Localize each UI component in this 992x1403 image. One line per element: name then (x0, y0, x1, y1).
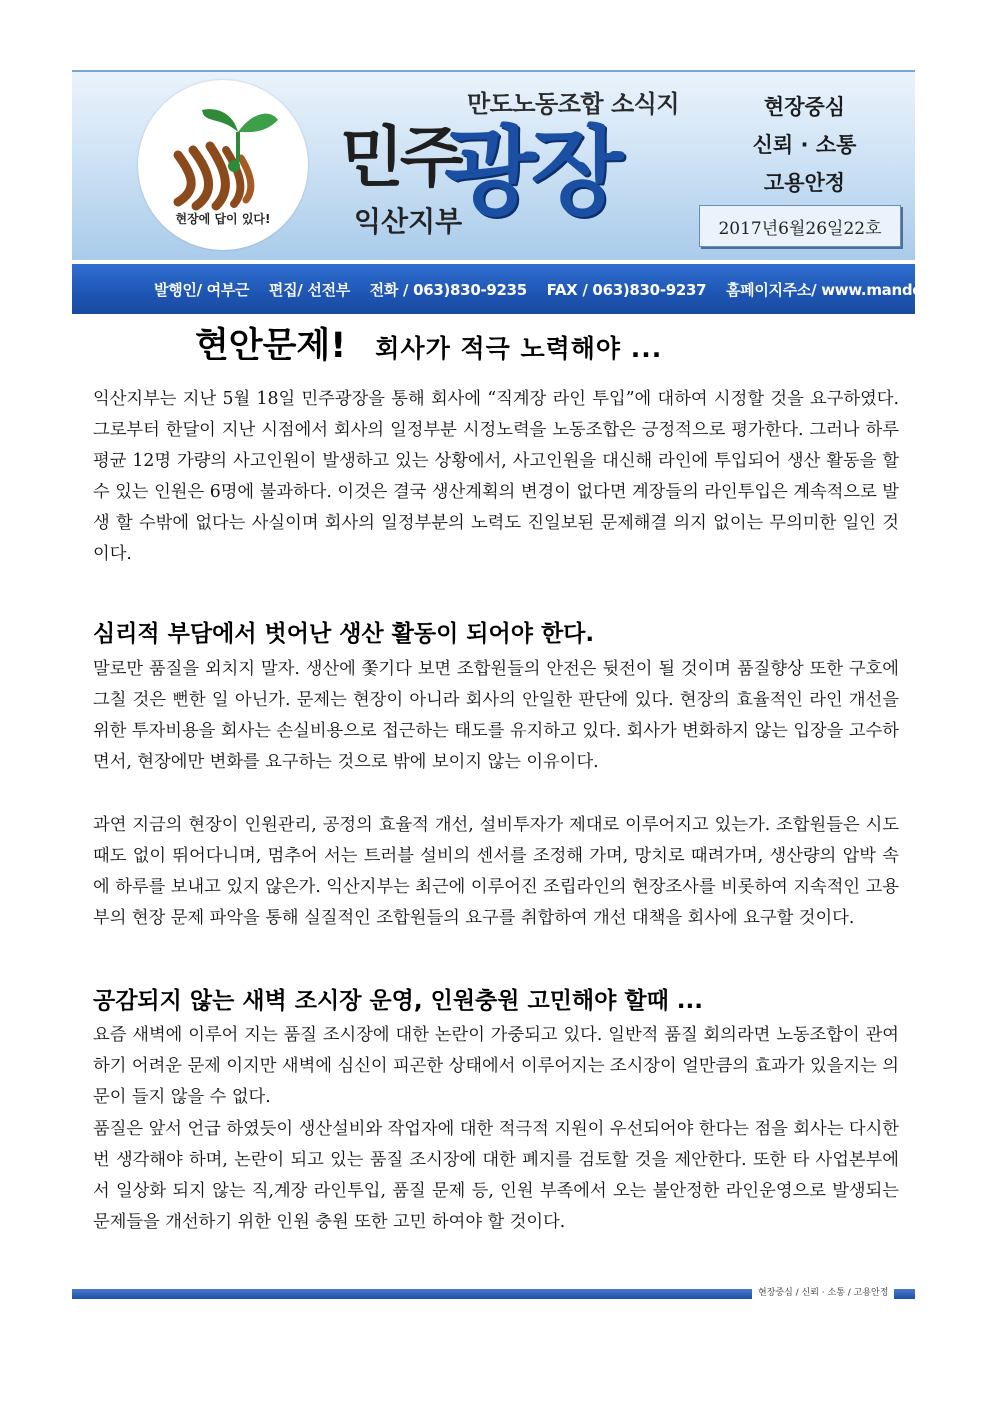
publication-title-part1: 민주 (340, 119, 460, 196)
headline-sub: 회사가 적극 노력해야 ... (375, 334, 663, 363)
section1-paragraph-2: 과연 지금의 현장이 인원관리, 공정의 효율적 개선, 설비투자가 제대로 이루어지고 있는가. 조합원들은 시도 때도 없이 뛰어다니며, 멈추어 서는 트러블 설비의 센서를 조정해 가며, 망치로 때려가며, 생산량의 압박 속에 하루를 보내고 있지 않은가. 익산지부는 최근에 이루어진 조립라인의 현장조사를 비롯하여 지속적인 고용부의 현장 문제 파악을 통해 실질적인 조합원들의 요구를 취합하여 개선 대책을 회사에 요구할 것이다. (93, 815, 899, 929)
masthead (72, 70, 915, 260)
headline (195, 318, 662, 368)
contact-bar: 발행인/ 여부근 편집/ 선전부 전화 / 063)830-9235 FAX / 063)830-9237 홈페이지주소/ www.mandond.co.kr (72, 264, 915, 314)
motto-line-1: 현장중심 (763, 95, 846, 119)
branch-name: 익산지부 (354, 205, 463, 238)
section2-paragraph-1: 요즘 새벽에 이루어 지는 품질 조시장에 대한 논란이 가중되고 있다. 일반적 품질 회의라면 노동조합이 관여하기 어려운 문제 이지만 새벽에 심신이 피곤한 상태에서 이루어지는 조시장이 얼만큼의 효과가 있을지는 의문이 들지 않을 수 없다. (93, 1025, 899, 1108)
intro-paragraph: 익산지부는 지난 5월 18일 민주광장을 통해 회사에 “직계장 라인 투입”에 대하여 시정할 것을 요구하였다. 그로부터 한달이 지난 시점에서 회사의 일정부분 시정노력을 노동조합은 긍정적으로 평가한다. 그러나 하루 평균 12명 가량의 사고인원이 발생하고 있는 상황에서, 사고인원을 대신해 라인에 투입되어 생산 활동을 할 수 있는 인원은 6명에 불과하다. 이것은 결국 생산계획의 변경이 없다면 계장들의 라인투입은 계속적으로 발생 할 수밖에 없다는 사실이며 회사의 일정부분의 노력도 진일보된 문제해결 의지 없이는 무의미한 일인 것이다. (93, 389, 899, 565)
section2-paragraph-2: 품질은 앞서 언급 하였듯이 생산설비와 작업자에 대한 적극적 지원이 우선되어야 한다는 점을 회사는 다시한번 생각해야 하며, 논란이 되고 있는 품질 조시장에 대한 폐지를 검토할 것을 제안한다. 또한 타 사업본부에서 일상화 되지 않는 직,계장 라인투입, 품질 문제 등, 인원 부족에서 오는 불안정한 라인운영으로 발생되는 문제들을 개선하기 위한 인원 충원 또한 고민 하여야 할 것이다. (93, 1119, 899, 1233)
motto-line-3: 고용안정 (763, 171, 846, 195)
motto (732, 88, 877, 202)
section-heading-2: 공감되지 않는 새벽 조시장 운영, 인원충원 고민해야 할때 ... (93, 988, 704, 1014)
motto-line-2: 신뢰 · 소통 (752, 133, 857, 157)
section-heading-1: 심리적 부담에서 벗어난 생산 활동이 되어야 한다. (93, 621, 595, 647)
union-name: 만도노동조합 소식지 (467, 90, 680, 118)
issue-date: 2017년6월26일22호 (699, 205, 901, 247)
union-logo (138, 80, 308, 250)
logo-tagline: 현장에 답이 있다! (175, 212, 271, 226)
publication-title-part2: 광장 (444, 116, 618, 228)
headline-main: 현안문제! (195, 326, 347, 366)
footer-tag: 현장중심 / 신뢰 · 소통 / 고용안정 (752, 1284, 894, 1299)
section1-paragraph-1: 말로만 품질을 외치지 말자. 생산에 쫓기다 보면 조합원들의 안전은 뒷전이 될 것이며 품질향상 또한 구호에 그칠 것은 뻔한 일 아닌가. 문제는 현장이 아니라 회사의 안일한 판단에 있다. 현장의 효율적인 라인 개선을 위한 투자비용을 회사는 손실비용으로 접근하는 태도를 유지하고 있다. 회사가 변화하지 않는 입장을 고수하면서, 현장에만 변화를 요구하는 것으로 밖에 보이지 않는 이유이다. (93, 659, 899, 773)
